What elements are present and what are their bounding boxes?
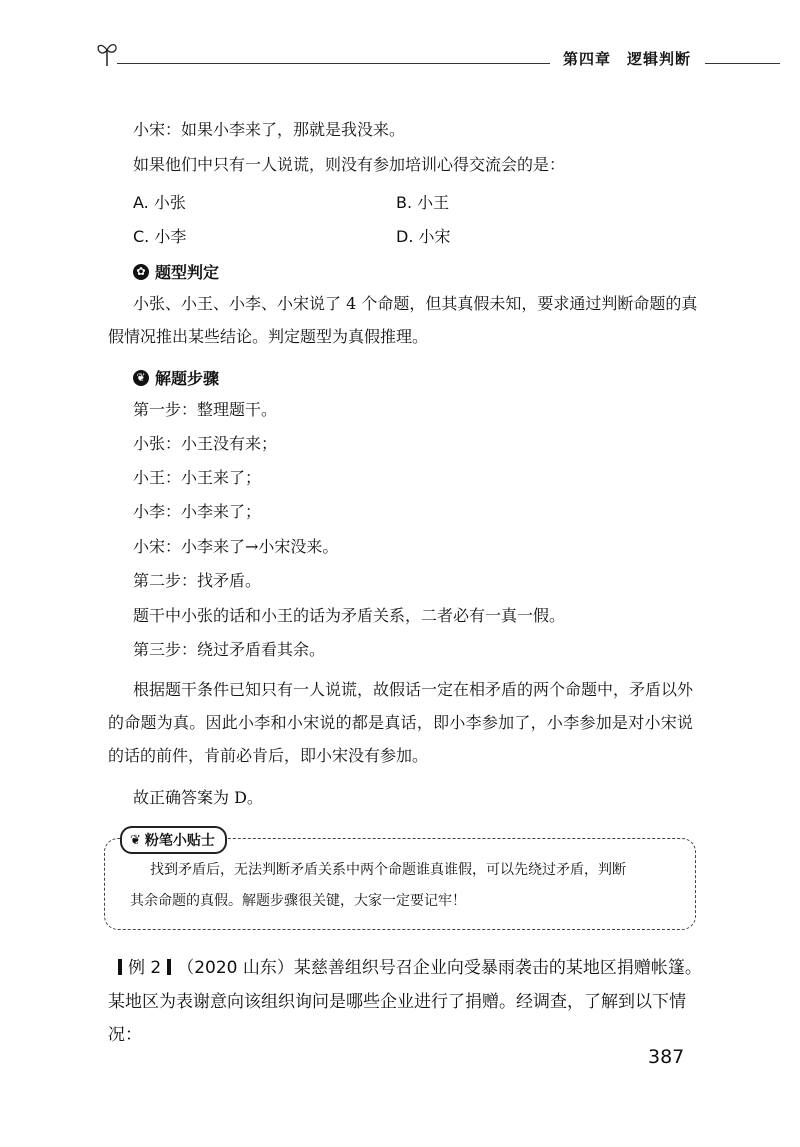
example-label: 例 2 — [128, 958, 162, 978]
step-line: 题干中小张的话和小王的话为矛盾关系，二者必有一真一假。 — [133, 606, 566, 625]
tip-line-1: 找到矛盾后，无法判断矛盾关系中两个命题谁真谁假，可以先绕过矛盾，判断 — [150, 862, 626, 878]
chapter-heading — [563, 48, 691, 69]
type-section-heading — [133, 260, 219, 283]
header-rule-left — [117, 63, 550, 64]
header-rule-right — [705, 63, 780, 64]
sprout-icon — [95, 38, 119, 68]
option-b: B. 小王 — [396, 193, 450, 212]
bracket-bar-right — [167, 959, 171, 975]
tip-line-2: 其余命题的真假。解题步骤很关键，大家一定要记牢！ — [130, 893, 466, 909]
step-line: 小张：小王没有来； — [133, 434, 278, 453]
type-line-2: 假情况推出某些结论。判定题型为真假推理。 — [108, 327, 429, 346]
page-header — [95, 38, 780, 72]
bracket-bar-left — [118, 959, 122, 975]
steps-heading-text: 解题步骤 — [155, 369, 220, 388]
gear-icon: ✿ — [133, 264, 149, 280]
sprout-icon: ❦ — [130, 832, 141, 848]
example-line-2: 某地区为表谢意向该组织询问是哪些企业进行了捐赠。经调查，了解到以下情况： — [108, 992, 686, 1045]
example-line-1 — [112, 952, 712, 985]
answer-line: 故正确答案为 D。 — [133, 788, 263, 807]
step-line: 第一步：整理题干。 — [133, 400, 278, 419]
step-line: 小王：小王来了； — [133, 468, 262, 487]
option-a: A. 小张 — [133, 193, 186, 212]
reasoning-paragraph: 根据题干条件已知只有一人说谎，故假话一定在相矛盾的两个命题中，矛盾以外的命题为真。因此小李和小宋说的都是真话，即小李参加了，小李参加是对小宋说的话的前件，肯前必肯后，即小宋没有参加。 — [108, 680, 694, 765]
type-line-1: 小张、小王、小李、小宋说了 4 个命题，但其真假未知，要求通过判断命题的真 — [133, 294, 698, 313]
question-statement: 小宋：如果小李来了，那就是我没来。 — [133, 120, 406, 139]
steps-section-heading — [133, 366, 219, 389]
chapter-number: 第四章 — [563, 50, 612, 68]
example-text-1: （2020 山东）某慈善组织号召企业向受暴雨袭击的某地区捐赠帐篷。 — [177, 958, 702, 978]
option-c: C. 小李 — [133, 227, 187, 246]
page-number: 387 — [648, 1046, 685, 1068]
question-prompt: 如果他们中只有一人说谎，则没有参加培训心得交流会的是： — [133, 155, 566, 174]
type-heading-text: 题型判定 — [155, 263, 220, 282]
leaf-icon: ❦ — [133, 370, 149, 386]
step-line: 第三步：绕过矛盾看其余。 — [133, 640, 326, 659]
step-line: 第二步：找矛盾。 — [133, 571, 262, 590]
tip-label-text: 粉笔小贴士 — [144, 833, 215, 849]
chapter-title: 逻辑判断 — [627, 50, 692, 68]
tip-label — [120, 826, 227, 854]
step-line: 小宋：小李来了→小宋没来。 — [133, 537, 339, 556]
option-d: D. 小宋 — [396, 227, 451, 246]
step-line: 小李：小李来了； — [133, 502, 262, 521]
